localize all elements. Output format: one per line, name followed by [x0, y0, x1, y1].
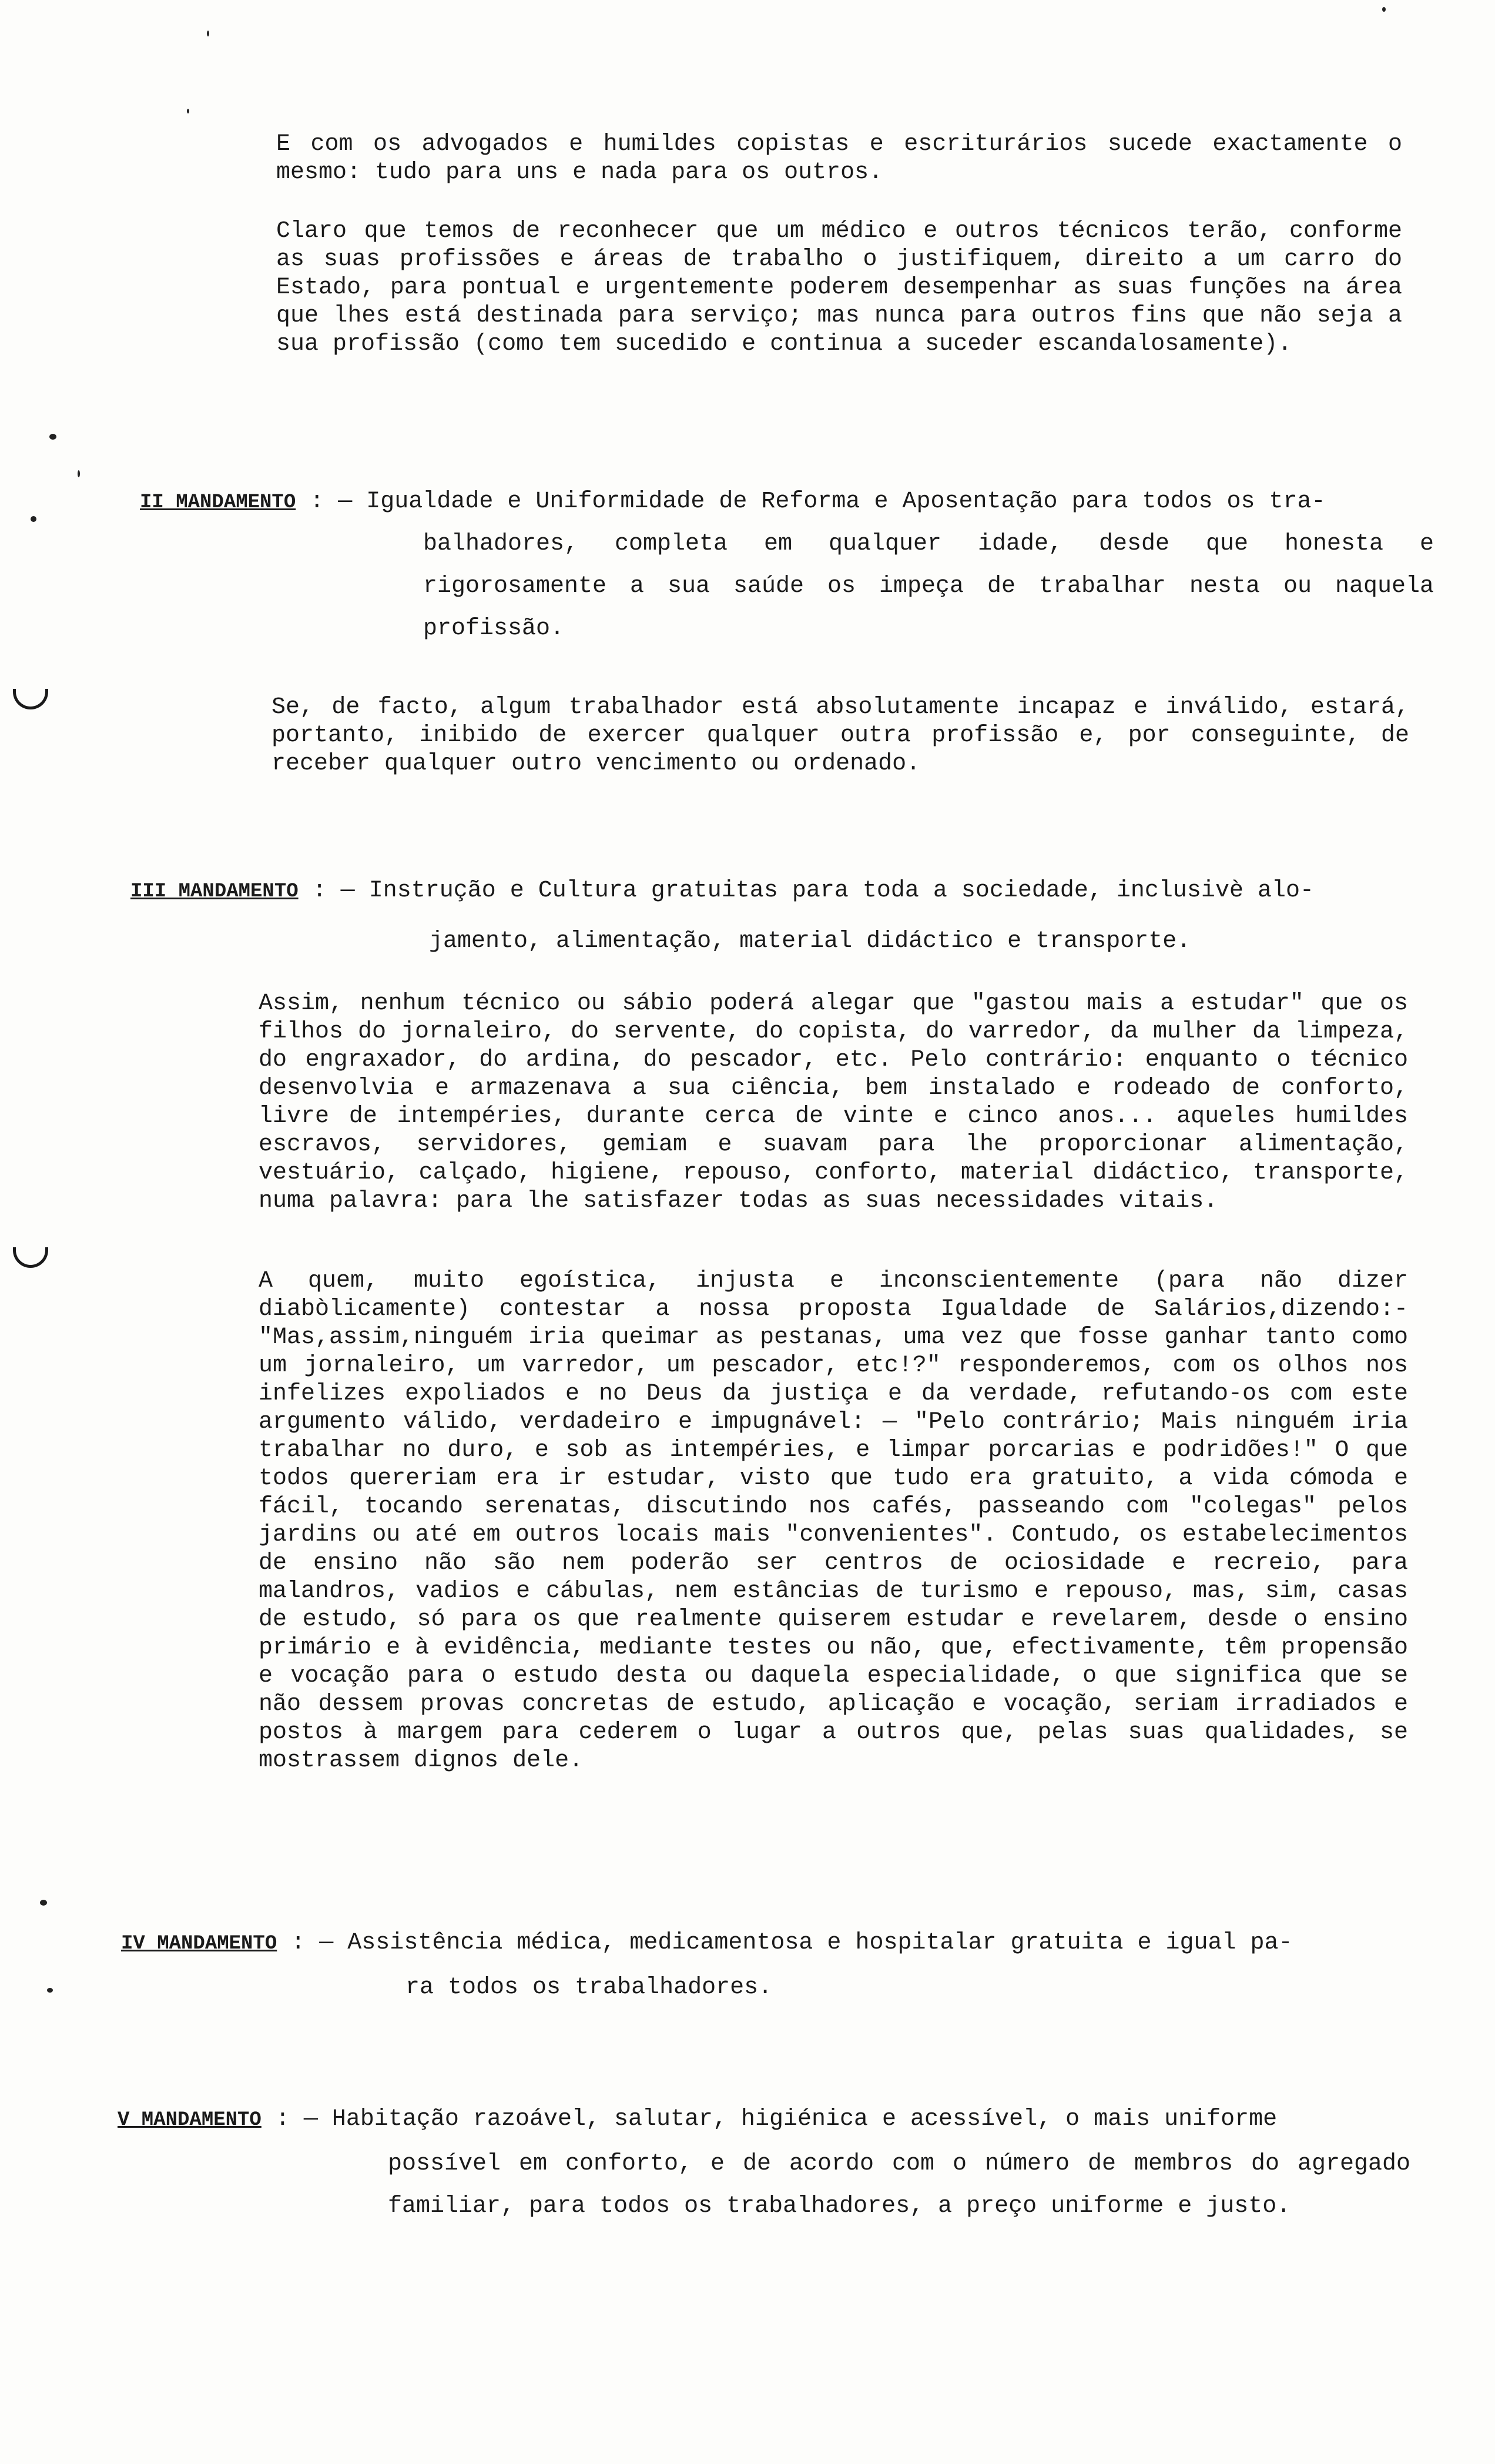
mandamento-4-first-line: Assistência médica, medicamentosa e hospitalar gratuita e igual pa- — [347, 1930, 1293, 1956]
paragraph-assim-nenhum-tecnico: Assim, nenhum técnico ou sábio poderá alegar que "gastou mais a estudar" que os filhos do jornaleiro, do servente, do copista, do varredor, da mulher da limpeza, do engraxador, do ardina, do pescador, etc. Pelo contrário: enquanto o técnico desenvolvia e armazenava a sua ciência, bem instalado e rodeado de conforto, livre de intempéries, durante cerca de vinte e cinco anos... aqueles humildes escravos, servidores, gemiam e suavam para lhe proporcionar alimentação, vestuário, calçado, higiene, repouso, conforto, material didáctico, transporte, numa palavra: para lhe satisfazer todas as suas necessidades vitais. — [259, 990, 1408, 1214]
scan-speck — [187, 109, 189, 113]
scan-speck — [40, 1900, 47, 1906]
mandamento-2-separator: : — — [310, 488, 353, 515]
mandamento-3-heading — [130, 870, 1435, 913]
mandamento-2-heading — [140, 481, 1433, 524]
paragraph-carro-estado: Claro que temos de reconhecer que um médico e outros técnicos terão, conforme as suas profissões e áreas de trabalho o justifiquem, direito a um carro do Estado, para pontual e urgentemente poderem desempenhar as suas funções na área que lhes está destinada para serviço; mas nunca para outros fins que não seja a sua profissão (como tem sucedido e continua a suceder escandalosamente). — [276, 218, 1402, 357]
mandamento-5-separator: : — — [275, 2106, 318, 2132]
scan-speck — [1382, 7, 1386, 12]
mandamento-4-heading — [121, 1922, 1432, 1965]
scan-speck — [207, 31, 209, 36]
mandamento-3-first-line: Instrução e Cultura gratuitas para toda a sociedade, inclusivè alo- — [368, 878, 1314, 904]
punch-hole-mark — [13, 689, 48, 709]
mandamento-2-text: balhadores, completa em qualquer idade, desde que honesta e rigorosamente a sua saúde os impeça de trabalhar nesta ou naquela profissão. — [423, 531, 1434, 642]
mandamento-5-label: V MANDAMENTO — [118, 2109, 262, 2131]
scan-speck — [31, 516, 36, 522]
mandamento-3-label: III MANDAMENTO — [130, 881, 299, 903]
mandamento-5-first-line: Habitação razoável, salutar, higiénica e acessível, o mais uniforme — [331, 2106, 1278, 2132]
mandamento-5-text: possível em conforto, e de acordo com o número de membros do agregado familiar, para todos os trabalhadores, a preço uniforme e justo. — [388, 2151, 1410, 2219]
mandamento-2-first-line: Igualdade e Uniformidade de Reforma e Aposentação para todos os tra- — [366, 488, 1326, 515]
paragraph-a-quem: A quem, muito egoística, injusta e inconscientemente (para não dizer diabòlicamente) contestar a nossa proposta Igualdade de Salários,dizendo:-"Mas,assim,ninguém iria queimar as pestanas, uma vez que fosse ganhar tanto como um jornaleiro, um varredor, um pescador, etc!?" responderemos, com os olhos nos infelizes expoliados e no Deus da justiça e da verdade, refutando-os com este argumento válido, verdadeiro e impugnável: — "Pelo contrário; Mais ninguém iria trabalhar no duro, e sob as intempéries, e limpar porcarias e podridões!" O que todos quereriam era ir estudar, visto que tudo era gratuito, a vida cómoda e fácil, tocando serenatas, discutindo nos cafés, passeando com "colegas" pelos jardins ou até em outros locais mais "convenientes". Contudo, os estabelecimentos de ensino não são nem poderão ser centros de ociosidade e recreio, para malandros, vadios e cábulas, nem estâncias de turismo e repouso, mas, sim, casas de estudo, só para os que realmente quiserem estudar e revelarem, desde o ensino primário e à evidência, mediante testes ou não, que, efectivamente, têm propensão e vocação para o estudo desta ou daquela especialidade, o que significa que se não dessem provas concretas de estudo, aplicação e vocação, seriam irradiados e postos à margem para cederem o lugar a outros que, pelas suas qualidades, se mostrassem dignos dele. — [259, 1268, 1408, 1774]
scan-speck — [49, 434, 56, 440]
mandamento-4-text: ra todos os trabalhadores. — [405, 1974, 773, 2001]
paragraph-incapaz: Se, de facto, algum trabalhador está absolutamente incapaz e inválido, estará, portanto, inibido de exercer qualquer outra profissão e, por conseguinte, de receber qualquer outro vencimento ou ordenado. — [271, 694, 1409, 777]
mandamento-4-separator: : — — [291, 1930, 334, 1956]
scan-speck — [47, 1988, 53, 1993]
punch-hole-mark — [13, 1247, 48, 1268]
mandamento-3-separator: : — — [312, 878, 355, 904]
mandamento-2-label: II MANDAMENTO — [140, 491, 296, 514]
mandamento-3-text: jamento, alimentação, material didáctico e transporte. — [429, 928, 1191, 955]
mandamento-4-label: IV MANDAMENTO — [121, 1933, 277, 1955]
scan-speck — [78, 470, 80, 477]
mandamento-5-heading — [118, 2098, 1428, 2141]
paragraph-advogados: E com os advogados e humildes copistas e escriturários sucede exactamente o mesmo: tudo para uns e nada para os outros. — [276, 131, 1402, 186]
